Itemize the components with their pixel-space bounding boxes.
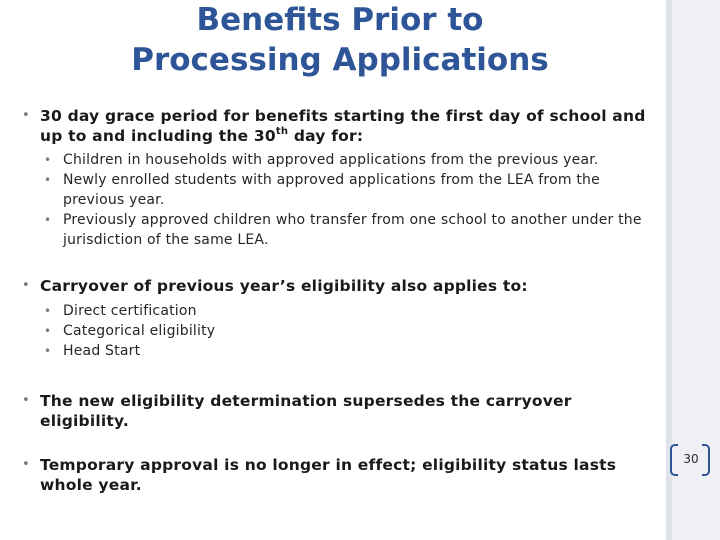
bullet-dot-icon: • xyxy=(22,278,30,293)
bullet-carryover xyxy=(22,276,662,296)
carryover-text: Carryover of previous year’s eligibility also applies to: xyxy=(40,277,528,295)
bullet-dot-icon: • xyxy=(44,213,52,227)
bullet-temporary-approval xyxy=(22,455,662,495)
slide-title xyxy=(20,0,660,80)
bullet-dot-icon: • xyxy=(44,344,52,358)
bullet-grace-period xyxy=(22,106,662,146)
sub-bullet-text: Head Start xyxy=(63,343,141,359)
sub-bullet-text: Children in households with approved applications from the previous year. xyxy=(63,152,599,168)
sub-bullet-categorical xyxy=(22,321,662,341)
bullet-dot-icon: • xyxy=(44,153,52,167)
bullet-dot-icon: • xyxy=(22,108,30,123)
bullet-dot-icon: • xyxy=(22,457,30,472)
sub-bullet-head-start xyxy=(22,341,662,361)
title-line-1: Benefits Prior to xyxy=(196,2,484,38)
page-number: 30 xyxy=(683,452,699,466)
sub-bullet-newly-enrolled xyxy=(22,170,662,210)
temporary-text: Temporary approval is no longer in effect; eligibility status lasts whole year. xyxy=(40,456,617,494)
slide-body xyxy=(22,106,662,495)
bullet-supersedes xyxy=(22,391,662,431)
sub-bullet-text: Previously approved children who transfer from one school to another under the jurisdiction of the same LEA. xyxy=(63,212,642,248)
grace-text-b: day for: xyxy=(288,127,364,145)
sub-bullet-prev-year xyxy=(22,150,662,170)
bullet-dot-icon: • xyxy=(44,173,52,187)
grace-superscript: th xyxy=(275,125,289,137)
grace-text-a: 30 day grace period for benefits starting the first day of school and up to and including the 30 xyxy=(40,107,646,145)
bullet-dot-icon: • xyxy=(44,324,52,338)
sub-bullet-text: Newly enrolled students with approved applications from the LEA from the previous year. xyxy=(63,172,600,208)
sub-bullet-direct-certification xyxy=(22,301,662,321)
sub-bullet-text: Categorical eligibility xyxy=(63,323,216,339)
sub-bullet-text: Direct certification xyxy=(63,303,197,319)
sub-bullet-transfer xyxy=(22,210,662,250)
bullet-dot-icon: • xyxy=(22,393,30,408)
supersedes-text: The new eligibility determination supersedes the carryover eligibility. xyxy=(40,392,572,430)
bullet-dot-icon: • xyxy=(44,304,52,318)
title-line-2: Processing Applications xyxy=(131,42,549,78)
